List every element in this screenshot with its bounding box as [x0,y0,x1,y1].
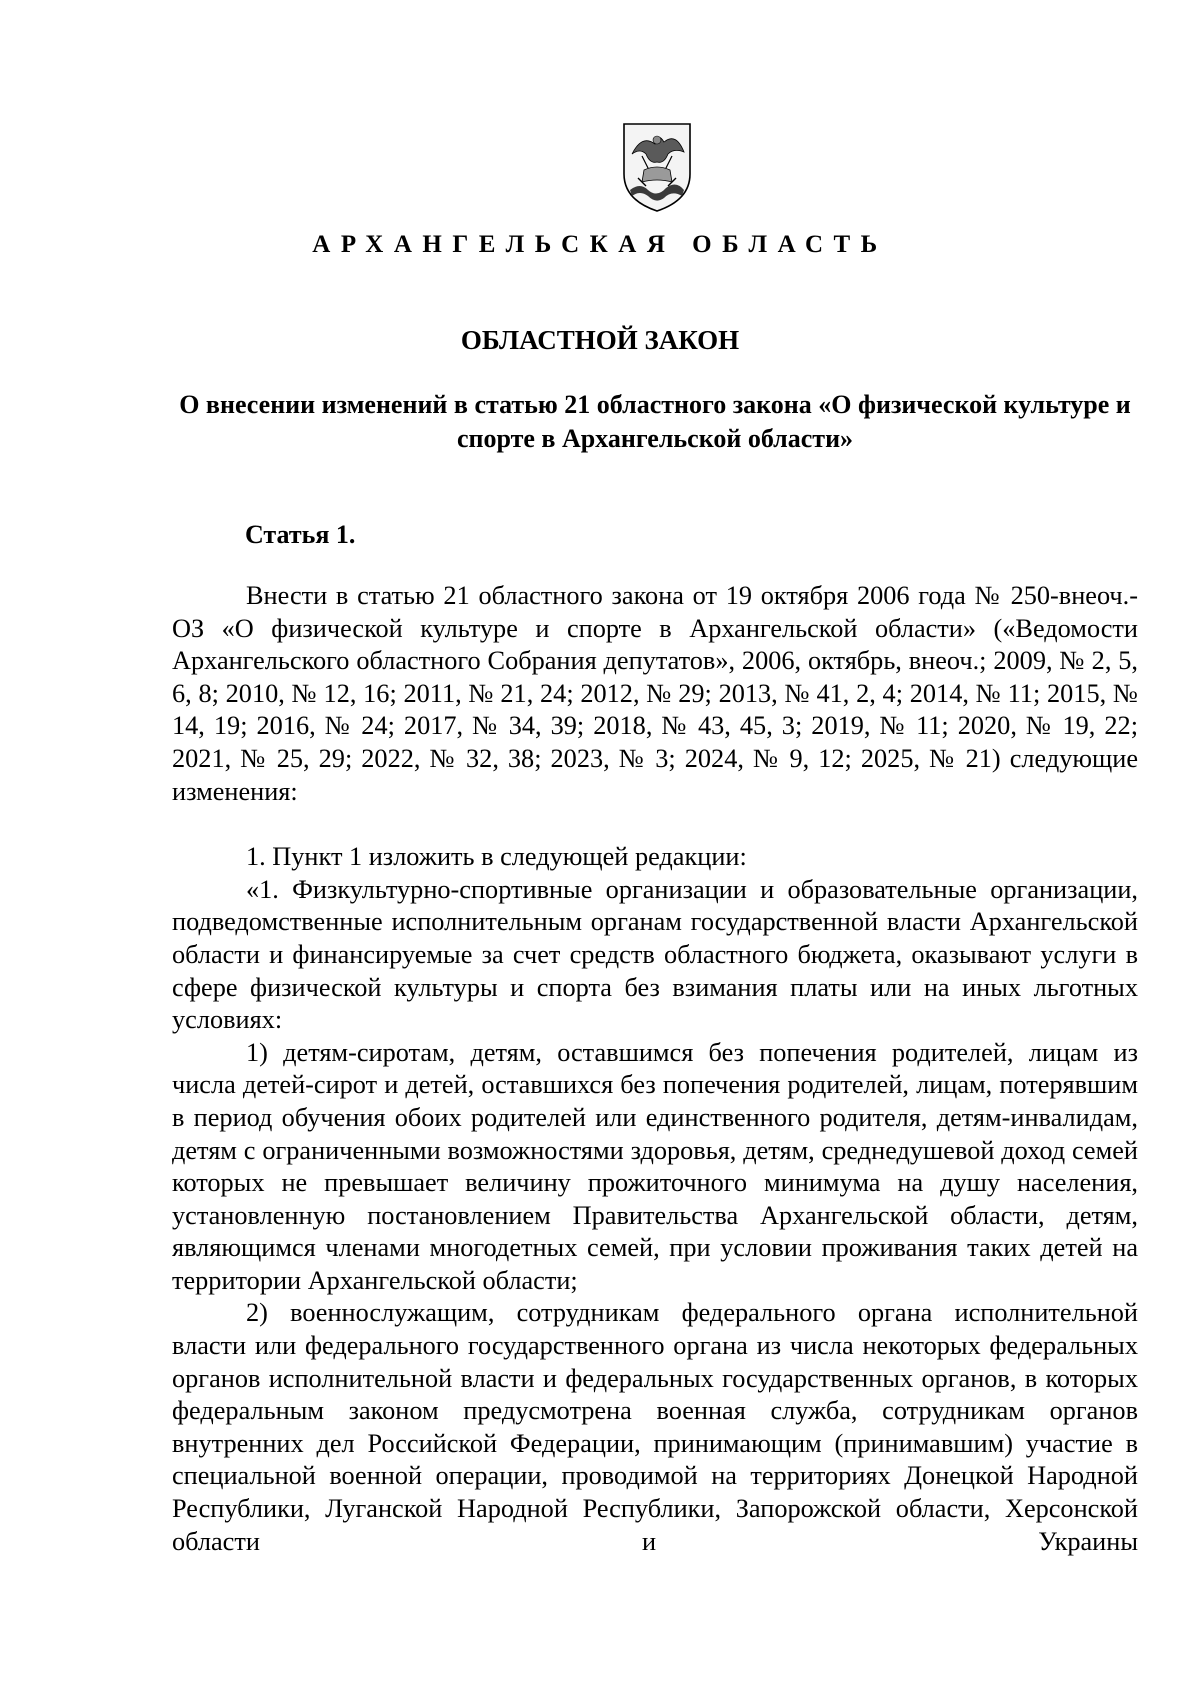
paragraph-subitem-1: 1) детям-сиротам, детям, оставшимся без попечения родителей, лицам из числа детей-сирот и детей, оставшихся без попечения родителей, лицам, потерявшим в период обучения обоих родителей или единственного родителя, детям-инвалидам, детям с ограниченными возможностями здоровья, детям, среднедушевой доход семей которых не превышает величину прожиточного минимума на душу населения, установленную постановлением Правительства Архангельской области, детям, являющимся членами многодетных семей, при условии проживания таких детей на территории Архангельской области; [172,1037,1138,1295]
paragraph-amendment-intro: Внести в статью 21 областного закона от 19 октября 2006 года № 250-внеоч.-ОЗ «О физической культуре и спорте в Архангельской области» («Ведомости Архангельского областного Собрания депутатов», 2006, октябрь, внеоч.; 2009, № 2, 5, 6, 8; 2010, № 12, 16; 2011, № 21, 24; 2012, № 29; 2013, № 41, 2, 4; 2014, № 11; 2015, № 14, 19; 2016, № 24; 2017, № 34, 39; 2018, № 43, 45, 3; 2019, № 11; 2020, № 19, 22; 2021, № 25, 29; 2022, № 32, 38; 2023, № 3; 2024, № 9, 12; 2025, № 21) следующие изменения: [172,581,1138,806]
paragraph-item-1: 1. Пункт 1 изложить в следующей редакции: [246,842,747,872]
region-name: АРХАНГЕЛЬСКАЯ ОБЛАСТЬ [312,231,888,258]
coat-of-arms-icon [620,120,694,214]
article-body [172,580,1138,1558]
paragraph-new-point-1: «1. Физкультурно-спортивные организации и образовательные организации, подведомственные исполнительным органам государственной власти Архангельской области и финансируемые за счет средств областного бюджета, оказывают услуги в сфере физической культуры и спорта без взимания платы или на иных льготных условиях: [172,874,1138,1035]
article-heading: Статья 1. [245,520,356,549]
document-title: О внесении изменений в статью 21 областного закона «О физической культуре и спорте в Архангельской области» [179,390,1131,453]
paragraph-subitem-2: 2) военнослужащим, сотрудникам федерального органа исполнительной власти или федерального государственного органа из числа некоторых федеральных органов исполнительной власти и федеральных государственных органов, в которых федеральным законом предусмотрена военная служба, сотрудникам органов внутренних дел Российской Федерации, принимающим (принимавшим) участие в специальной военной операции, проводимой на территориях Донецкой Народной Республики, Луганской Народной Республики, Запорожской области, Херсонской области и Украины [172,1298,1138,1556]
document-type: ОБЛАСТНОЙ ЗАКОН [460,325,740,355]
